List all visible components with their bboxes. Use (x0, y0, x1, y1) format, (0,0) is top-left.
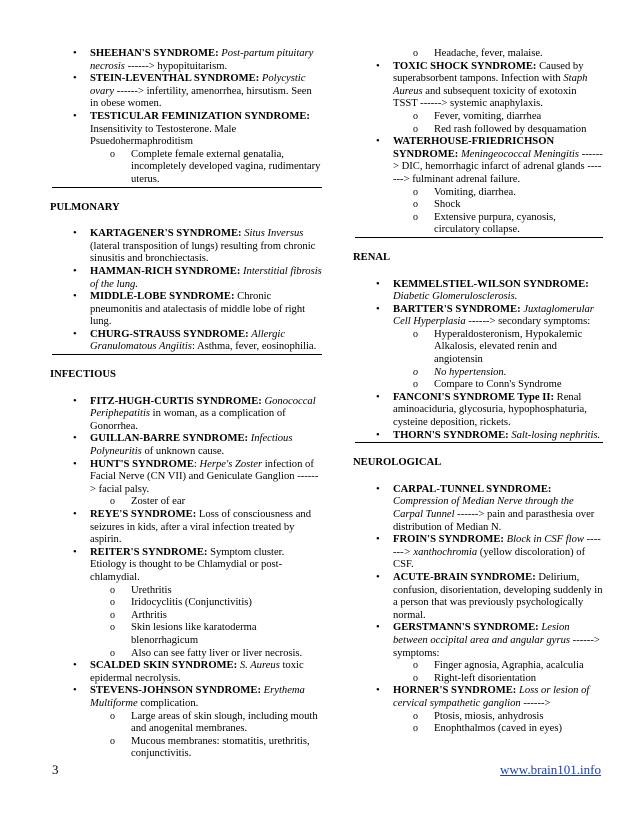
entry-italic: Loss or lesion of cervical sympathetic ganglion (393, 685, 590, 709)
syndrome-list (52, 228, 322, 354)
entry-text: Loss of consciousness and seizures in kids, after a viral infection treated by aspirin. (90, 509, 312, 546)
syndrome-entry (52, 660, 322, 685)
sub-list (90, 496, 322, 509)
syndrome-list (52, 396, 322, 761)
syndrome-entry (52, 433, 322, 458)
sub-list-item: o No hypertension. (393, 367, 603, 380)
syndrome-list (355, 279, 603, 443)
right-column (355, 48, 603, 736)
syndrome-entry (355, 136, 603, 237)
entry-italic: Compression of Median Nerve through the Carpal Tunnel (393, 496, 574, 520)
syndrome-list (355, 61, 603, 237)
entry-text: Renal aminoaciduria, glycosuria, hypophosphaturia, cysteine deposition, rickets. (393, 391, 587, 429)
syndrome-name: FANCONI'S SYNDROME Type II: (393, 391, 554, 403)
entry-text: ------> hypopituitarism. (124, 60, 228, 72)
entry-text: ------> pain and parasthesia over distribution of Median N. (393, 509, 595, 533)
sub-list (90, 149, 322, 187)
sub-list-item: o Shock (393, 199, 603, 212)
syndrome-name: TESTICULAR FEMINIZATION SYNDROME: (90, 110, 310, 122)
syndrome-name: HORNER'S SYNDROME: (393, 685, 517, 697)
syndrome-name: WATERHOUSE-FRIEDRICHSON SYNDROME: (393, 136, 555, 160)
sub-list-item: o Large areas of skin slough, including mouth and anogenital membranes. (90, 711, 322, 736)
sub-list-item: o Vomiting, diarrhea. (393, 187, 603, 200)
syndrome-entry (355, 622, 603, 685)
sub-list-item: o Zoster of ear (90, 496, 322, 509)
left-column (52, 48, 322, 761)
sub-list (393, 711, 603, 736)
syndrome-name: FROIN'S SYNDROME: (393, 534, 504, 546)
sub-list-item: o Red rash followed by desquamation (393, 124, 603, 137)
syndrome-entry (52, 396, 322, 434)
syndrome-entry (355, 572, 603, 622)
sub-list-item: o Ptosis, miosis, anhydrosis (393, 711, 603, 724)
sub-list-item: o Mucous membranes: stomatitis, urethritis, conjunctivitis. (90, 736, 322, 761)
sub-list-item: o Enophthalmos (caved in eyes) (393, 723, 603, 736)
section-title-neurological: NEUROLOGICAL (353, 457, 442, 469)
sub-list-item: o Extensive purpura, cyanosis, circulatory collapse. (393, 212, 603, 237)
syndrome-name: BARTTER'S SYNDROME: (393, 303, 521, 315)
entry-text: (yellow discoloration) of CSF. (393, 546, 586, 571)
syndrome-entry (52, 291, 322, 329)
entry-italic: Gonococcal Periphepatitis (90, 395, 316, 420)
syndrome-entry (52, 685, 322, 761)
syndrome-entry (355, 304, 603, 392)
entry-italic: Post-partum pituitary necrosis (90, 48, 314, 72)
syndrome-name: CARPAL-TUNNEL SYNDROME: (393, 483, 552, 495)
syndrome-name: STEVENS-JOHNSON SYNDROME: (90, 685, 261, 697)
syndrome-entry (52, 48, 322, 73)
entry-italic: Polycystic ovary (90, 73, 306, 97)
syndrome-name: SHEEHAN'S SYNDROME: (90, 48, 219, 59)
entry-text: ------> symptoms: (393, 634, 600, 659)
syndrome-name: SCALDED SKIN SYNDROME: (90, 660, 238, 672)
sub-list-item: o Skin lesions like karatoderma blenorrhagicum (90, 622, 322, 647)
section-title-pulmonary: PULMONARY (50, 201, 120, 213)
syndrome-name: REYE'S SYNDROME: (90, 509, 197, 520)
entry-text: ------> infertility, amenorrhea, hirsutism. Seen in obese women. (90, 85, 312, 110)
entry-text: in woman, as a complication of Gonorrhea. (90, 408, 286, 432)
entry-text: infection of Facial Nerve (CN VII) and Geniculate Ganglion ------> facial palsy. (90, 458, 319, 495)
entry-italic: Lesion between occipital area and angular gyrus (393, 622, 571, 646)
entry-text: : Asthma, fever, eosinophilia. (191, 341, 317, 353)
syndrome-entry (52, 111, 322, 187)
sub-list-item: o Hyperaldosteronism, Hypokalemic Alkalosis, elevated renin and angiotensin (393, 329, 603, 367)
syndrome-name: TOXIC SHOCK SYNDROME: (393, 60, 537, 72)
syndrome-entry (355, 430, 603, 443)
sub-list (393, 187, 603, 237)
syndrome-entry (52, 329, 322, 354)
entry-italic: Salt-losing nephritis. (511, 429, 601, 441)
syndrome-name: GERSTMANN'S SYNDROME: (393, 622, 539, 634)
sub-list-item: o Complete female external genatalia, incompletely developed vagina, rudimentary uterus. (90, 149, 322, 187)
entry-italic: Herpe's Zoster (199, 458, 263, 470)
sub-list-item: o Compare to Conn's Syndrome (393, 379, 603, 392)
entry-text: ------> (520, 697, 551, 709)
sub-list (355, 48, 603, 61)
syndrome-name: KEMMELSTIEL-WILSON SYNDROME: (393, 278, 589, 290)
sub-list-item: o Also can see fatty liver or liver necrosis. (90, 648, 322, 661)
syndrome-entry (52, 73, 322, 111)
syndrome-name: HAMMAN-RICH SYNDROME: (90, 265, 241, 277)
entry-italic: Block in CSF flow -------> xanthochromia (393, 534, 601, 558)
sub-list-item: o Urethritis (90, 585, 322, 598)
entry-text: Delirium, confusion, disorientation, developing suddenly in a person that was previously psychologically normal. (393, 571, 603, 621)
entry-text: ------> secondary symptoms: (465, 316, 591, 328)
sub-list-item: o Right-left disorientation (393, 673, 603, 686)
syndrome-name: THORN'S SYNDROME: (393, 429, 509, 441)
syndrome-entry (52, 266, 322, 291)
entry-text: Chronic pneumonitis and atalectasis of middle lobe of right lung. (90, 291, 306, 328)
entry-text: Insensitivity to Testosterone. Male Psuedohermaphroditism (90, 123, 237, 148)
sub-list-item: o Iridocyclitis (Conjunctivitis) (90, 597, 322, 610)
entry-text: and subsequent toxicity of exotoxin TSST ------> systemic anaphylaxis. (393, 85, 577, 110)
syndrome-entry (52, 547, 322, 660)
entry-text: toxic epidermal necrolysis. (90, 660, 304, 684)
syndrome-entry (52, 228, 322, 266)
sub-list-item: o Arthritis (90, 610, 322, 623)
syndrome-entry (355, 685, 603, 735)
entry-italic: S. Aureus (239, 660, 280, 672)
syndrome-name: HUNT'S SYNDROME (90, 458, 194, 470)
entry-italic: Staph Aureus (393, 73, 588, 97)
entry-italic: Diabetic Glomerulosclerosis. (393, 291, 518, 303)
syndrome-name: MIDDLE-LOBE SYNDROME: (90, 291, 235, 303)
entry-italic: Allergic Granulomatous Angiitis (90, 328, 286, 353)
sub-list (393, 111, 603, 136)
sub-list-item: o Finger agnosia, Agraphia, acalculia (393, 660, 603, 673)
footer-link[interactable]: www.brain101.info (500, 762, 601, 777)
entry-text: complication. (137, 697, 199, 709)
syndrome-list (355, 484, 603, 736)
entry-text: (lateral transposition of lungs) resulting from chronic sinusitis and bronchiectasis. (90, 240, 316, 265)
sub-list (393, 660, 603, 685)
sub-list-item: o Fever, vomiting, diarrhea (393, 111, 603, 124)
entry-italic: Situs Inversus (244, 228, 304, 240)
syndrome-entry (355, 279, 603, 304)
syndrome-entry (355, 534, 603, 572)
sub-list (393, 329, 603, 392)
entry-text: Caused by superabsorbent tampons. Infection with (393, 60, 584, 85)
syndrome-name: CHURG-STRAUSS SYNDROME: (90, 328, 249, 340)
entry-italic: Juxtaglomerular Cell Hyperplasia (393, 303, 594, 328)
syndrome-entry (355, 484, 603, 534)
syndrome-entry (355, 392, 603, 430)
syndrome-name: REITER'S SYNDROME: (90, 546, 208, 558)
sub-list-item: o Headache, fever, malaise. (355, 48, 603, 61)
section-title-infectious: INFECTIOUS (50, 369, 116, 381)
entry-text: Symptom cluster. Etiology is thought to be Chlamydial or post-chlamydial. (90, 546, 285, 583)
entry-text: : (193, 458, 200, 470)
syndrome-name: GUILLAN-BARRE SYNDROME: (90, 433, 249, 445)
section-title-renal: RENAL (353, 251, 391, 263)
entry-italic: Interstitial fibrosis of the lung. (90, 265, 322, 290)
page-number: 3 (52, 762, 59, 777)
entry-text: of unknown cause. (141, 446, 225, 458)
sub-list (90, 585, 322, 661)
entry-text: ------> DIC, hemorrhagic infarct of adrenal glands -------> fulminant adrenal failure. (393, 148, 603, 185)
syndrome-name: KARTAGENER'S SYNDROME: (90, 228, 242, 240)
sub-list (90, 711, 322, 761)
entry-italic: Erythema Multiforme (90, 685, 305, 709)
syndrome-entry (52, 509, 322, 547)
syndrome-name: FITZ-HUGH-CURTIS SYNDROME: (90, 395, 262, 407)
syndrome-entry (52, 459, 322, 509)
syndrome-name: STEIN-LEVENTHAL SYNDROME: (90, 73, 260, 85)
entry-italic: Meningeococcal Meningitis (460, 148, 579, 160)
syndrome-entry (355, 61, 603, 137)
entry-italic: Infectious Polyneuritis (90, 433, 293, 458)
syndrome-name: ACUTE-BRAIN SYNDROME: (393, 571, 536, 583)
syndrome-list (52, 48, 322, 187)
